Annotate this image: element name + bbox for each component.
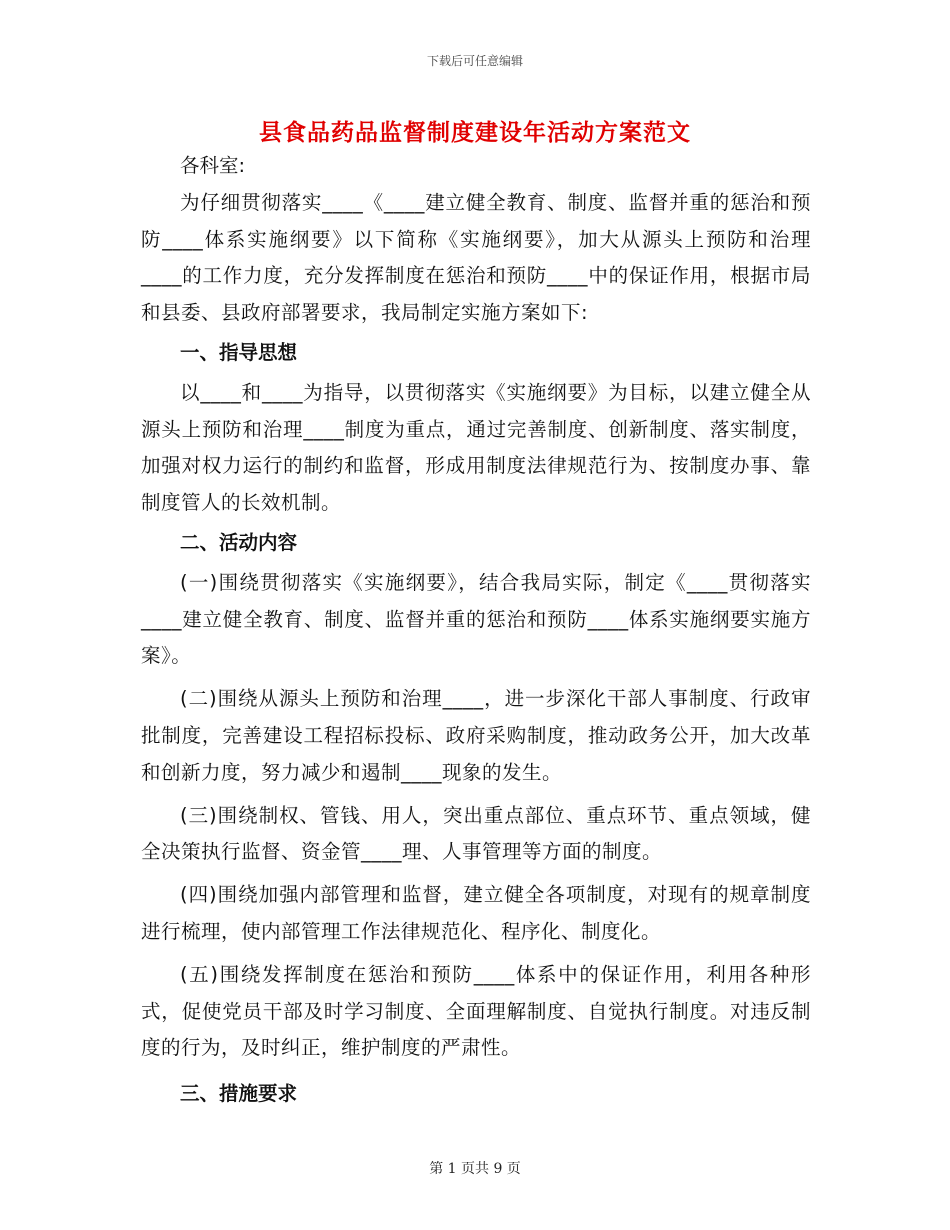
salutation: 各科室: bbox=[180, 154, 246, 177]
header-note: 下载后可任意编辑 bbox=[426, 54, 523, 68]
document-title: 县食品药品监督制度建设年活动方案范文 bbox=[259, 120, 691, 146]
page-number-footer: 第 1 页共 9 页 bbox=[429, 1161, 521, 1177]
section-heading-activity-content: 二、活动内容 bbox=[180, 530, 298, 554]
paragraph-item-2: (二)围绕从源头上预防和治理____，进一步深化干部人事制度、行政审批制度，完善建设工程招标投标、政府采购制度，推动政务公开，加大改革和创新力度，努力减少和遏制____现象的发生。 bbox=[141, 687, 811, 784]
paragraph-item-1: (一)围绕贯彻落实《实施纲要》，结合我局实际，制定《____贯彻落实____建立健全教育、制度、监督并重的惩治和预防____体系实施纲要实施方案》。 bbox=[141, 570, 811, 668]
paragraph-item-4: (四)围绕加强内部管理和监督，建立健全各项制度，对现有的规章制度进行梳理，使内部管理工作法律规范化、程序化、制度化。 bbox=[141, 883, 811, 943]
section-heading-measures: 三、措施要求 bbox=[180, 1082, 298, 1106]
paragraph-item-5: (五)围绕发挥制度在惩治和预防____体系中的保证作用，利用各种形式，促使党员干部及时学习制度、全面理解制度、自觉执行制度。对违反制度的行为，及时纠正，维护制度的严肃性。 bbox=[141, 962, 811, 1060]
intro-paragraph: 为仔细贯彻落实____《____建立健全教育、制度、监督并重的惩治和预防____体系实施纲要》以下简称《实施纲要》，加大从源头上预防和治理____的工作力度，充分发挥制度在惩治和预防____中的保证作用，根据市局和县委、县政府部署要求，我局制定实施方案如下: bbox=[141, 190, 811, 325]
paragraph-item-3: (三)围绕制权、管钱、用人，突出重点部位、重点环节、重点领域，健全决策执行监督、资金管____理、人事管理等方面的制度。 bbox=[141, 803, 811, 864]
paragraph: 以____和____为指导，以贯彻落实《实施纲要》为目标，以建立健全从源头上预防和治理____制度为重点，通过完善制度、创新制度、落实制度，加强对权力运行的制约和监督，形成用制度法律规范行为、按制度办事、靠制度管人的长效机制。 bbox=[141, 380, 811, 515]
document-body bbox=[141, 148, 811, 1116]
section-heading-guiding-ideology: 一、指导思想 bbox=[180, 340, 298, 364]
